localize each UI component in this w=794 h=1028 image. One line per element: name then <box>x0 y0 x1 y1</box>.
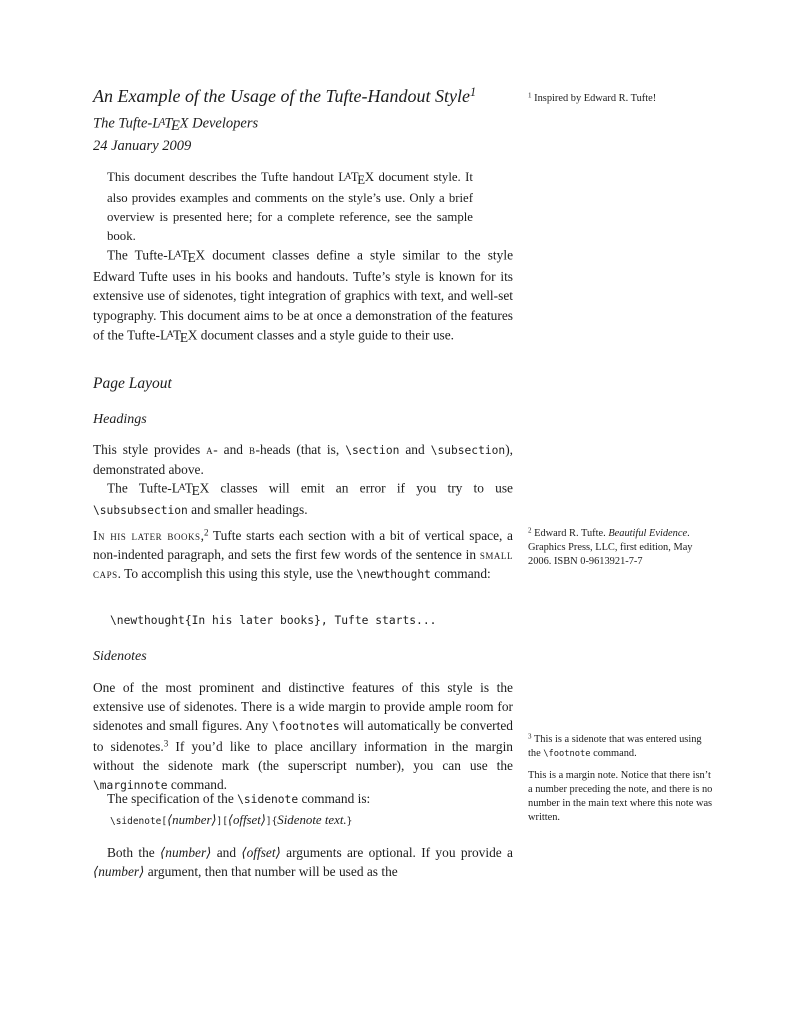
intro-paragraph: The Tufte-LATEX document classes define a style similar to the style Edward Tufte uses in his books and handouts. Tufte’s style is known for its extensive use of sidenotes, tight integration of graphics with text, and well-set typography. This document aims to be at once a demonstration of the features of the Tufte-LATEX document classes and a style guide to their use. <box>93 247 514 345</box>
sidenotes-paragraph-2: The specification of the \sidenote command is: <box>107 791 371 806</box>
headings-paragraph-2: The Tufte-LATEX classes will emit an error if you try to use \subsubsection and smaller headings. <box>93 480 513 518</box>
sidenote-3: $^3$ This is a sidenote that was entered using the \footnote command. <box>528 732 702 759</box>
code-newthought: \newthought{In his later books}, Tufte starts... <box>110 614 437 627</box>
subsection-heading-sidenotes: Sidenotes <box>93 649 147 664</box>
code-sidenote-spec: \sidenote[⟨number⟩][⟨offset⟩]{Sidenote text.} <box>110 813 353 827</box>
document-author: The Tufte-LATEX Developers <box>93 115 259 135</box>
sidenotes-paragraph-1: One of the most prominent and distinctive features of this style is the extensive use of sidenotes. There is a wide margin to provide ample room for sidenotes and small figures. Any \footnotes will automatically be converted to sidenotes.$^3$ If you’d like to place ancillary information in the margin without the sidenote mark (the superscript number), you can use the \marginnote command. <box>93 680 513 793</box>
subsection-heading-headings: Headings <box>93 412 147 427</box>
sidenote-1: $^1$ Inspired by Edward R. Tufte! <box>528 91 657 104</box>
margin-note: This is a margin note. Notice that there isn’t a number preceding the note, and there is no number in the main text where this note was written. <box>528 770 713 823</box>
sidenote-2: $^2$ Edward R. Tufte. Beautiful Evidence. Graphics Press, LLC, first edition, May 2006. ISBN 0-9613921-7-7 <box>528 526 693 567</box>
document-date: 24 January 2009 <box>93 138 192 154</box>
closing-paragraph: Both the ⟨number⟩ and ⟨offset⟩ arguments are optional. If you provide a ⟨number⟩ argument, then that number will be used as the <box>93 845 513 880</box>
headings-paragraph-1: This style provides a- and b-heads (that is, \section and \subsection), demonstrated above. <box>93 442 513 478</box>
document-title: An Example of the Usage of the Tufte-Handout Style$^1$ <box>93 84 477 106</box>
newthought-paragraph: In his later books,$^2$ Tufte starts each section with a bit of vertical space, a non-indented paragraph, and sets the first few words of the sentence in small caps. To accomplish this using this style, use the \newthought command: <box>93 527 513 582</box>
abstract: This document describes the Tufte handout LATEX document style. It also provides examples and comments on the style’s use. Only a brief overview is presented here; for a complete reference, see the sample book. <box>107 170 473 243</box>
section-heading-page-layout: Page Layout <box>93 375 172 392</box>
